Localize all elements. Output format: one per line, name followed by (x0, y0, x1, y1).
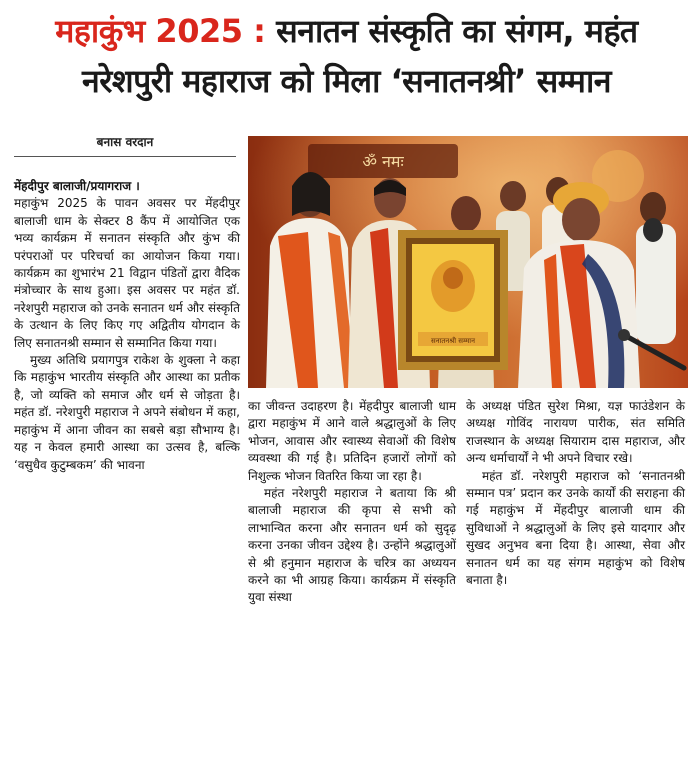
article-column-3 (466, 398, 685, 589)
byline: बनास वरदान (96, 135, 154, 149)
byline-divider (14, 156, 236, 157)
article-paragraph-2-continued: का जीवन्त उदाहरण है। मेंहदीपुर बालाजी धाम द्वारा महाकुंभ में आने वाले श्रद्धालुओं के लिए भोजन, आवास और स्वास्थ्य सेवाओं की विशेष व्यवस्था की गई है। प्रतिदिन हजारों लोगों को निशुल्क भोजन वितरित किया जा रहा है। (248, 399, 456, 483)
banner-text: ॐ नमः (362, 152, 404, 171)
article-paragraph-2: मुख्य अतिथि प्रयागपुत्र राकेश के शुक्ला ने कहा कि महाकुंभ भारतीय संस्कृति और आस्था का प्रतीक है, जो व्यक्ति को समाज और धर्म से जोड़ता है। महंत डॉ. नरेशपुरी महाराज ने अपने संबोधन में कहा, महाकुंभ में आना जीवन का सबसे बड़ा सौभाग्य है। यह न केवल हमारी आस्था का उत्सव है, बल्कि ‘वसुधैव कुटुम्बकम’ की भावना (14, 353, 240, 472)
headline (6, 6, 687, 106)
article-paragraph-3-continued: के अध्यक्ष पंडित सुरेश मिश्रा, यज्ञ फाउंडेशन के अध्यक्ष गोविंद नारायण पारीक, संत समिति राजस्थान के अध्यक्ष सियाराम दास महाराज, और अन्य धर्माचार्यों ने भी अपने विचार रखे। (466, 399, 685, 466)
photo-illustration (248, 136, 688, 388)
article-paragraph-4: महंत डॉ. नरेशपुरी महाराज को ‘सनातनश्री सम्मान पत्र’ प्रदान कर उनके कार्यों की सराहना की गई महाकुंभ में मेंहदीपुर बालाजी धाम की सुविधाओं ने श्रद्धालुओं के लिए इसे यादगार और सुखद अनुभव बना दिया है। आस्था, सेवा और सनातन धर्म का यह संगम महाकुंभ को विशेष बनाता है। (466, 468, 685, 588)
headline-line-1-rest: सनातन संस्कृति का संगम, महंत (276, 12, 638, 50)
headline-line-1 (6, 6, 687, 56)
event-photo (248, 136, 688, 388)
headline-line-2: नरेशपुरी महाराज को मिला ‘सनातनश्री’ सम्मान (82, 62, 611, 100)
article-paragraph-3: महंत नरेशपुरी महाराज ने बताया कि श्री बालाजी महाराज की कृपा से सभी को लाभान्वित करना और सनातन धर्म को सुदृढ़ करना उनका जीवन उद्देश्य है। उन्होंने श्रद्धालुओं से श्री हनुमान महाराज के चरित्र का अध्ययन करने का भी आग्रह किया। कार्यक्रम में संस्कृति युवा संस्था (248, 486, 456, 605)
bg-person-head (500, 181, 526, 211)
headline-red-part: महाकुंभ 2025 : (55, 12, 266, 50)
certificate-caption: सनातनश्री सम्मान (430, 337, 476, 345)
article-column-1 (14, 178, 240, 474)
article-dateline: मेंहदीपुर बालाजी/प्रयागराज । (14, 179, 140, 193)
article-column-2 (248, 398, 456, 607)
article-paragraph-1: महाकुंभ 2025 के पावन अवसर पर मेंहदीपुर बालाजी धाम के सेक्टर 8 कैंप में आयोजित एक भव्य कार्यक्रम में सनातन संस्कृति और कुंभ की परंपराओं पर परिचर्चा का आयोजन किया गया। कार्यक्रम का शुभारंभ 21 विद्वान पंडितों द्वारा वैदिक मंत्रोच्चार के साथ हुआ। इस अवसर पर महंत डॉ. नरेशपुरी महाराज को उनके सनातन धर्म और संस्कृति के उत्थान के लिए किए गए अद्वितीय योगदान के लिए सनातनश्री सम्मान से सम्मानित किया गया। (14, 196, 240, 350)
person-right-head (562, 198, 600, 242)
